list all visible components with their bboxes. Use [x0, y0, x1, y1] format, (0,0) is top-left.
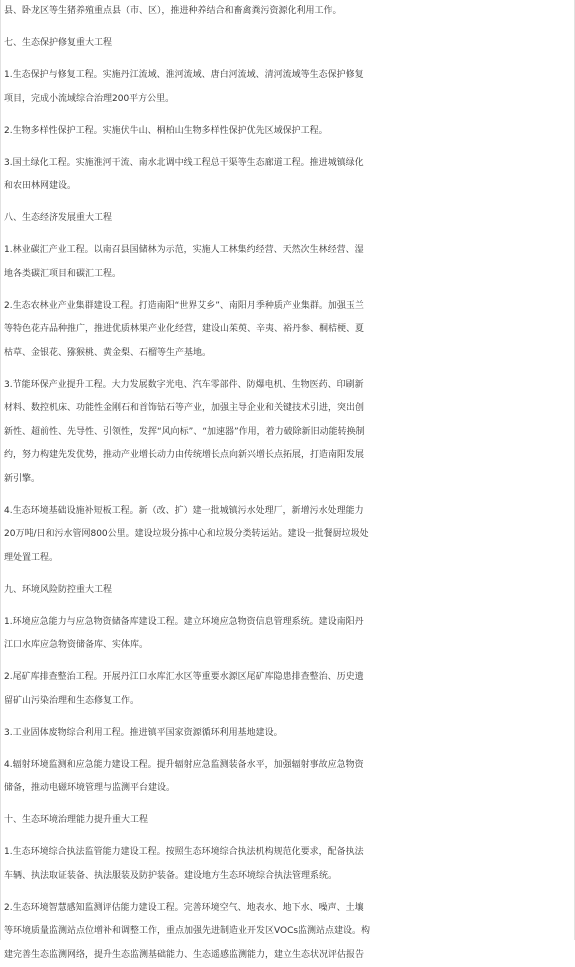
paragraph-gap [1, 143, 574, 152]
text-line: 等环境质量监测站点位增补和调整工作，重点加强先进制造业开发区VOCs监测站点建设。构 [1, 920, 574, 944]
text-line: 储备，推动电磁环境管理与监测平台建设。 [1, 777, 574, 801]
text-line: 1.生态环境综合执法监管能力建设工程。按照生态环境综合执法机构规范化要求，配备执法 [1, 841, 574, 865]
text-line: 1.林业碳汇产业工程。以南召县国储林为示范，实施人工林集约经营、天然次生林经营、湿 [1, 239, 574, 263]
text-line: 建完善生态监测网络，提升生态监测基础能力、生态遥感监测能力，建立生态状况评估报告 [1, 944, 574, 967]
text-line: 2.生态环境智慧感知监测评估能力建设工程。完善环境空气、地表水、地下水、噪声、土壤 [1, 897, 574, 921]
paragraph-gap [1, 801, 574, 810]
text-line: 3.国土绿化工程。实施淮河干流、南水北调中线工程总干渠等生态廊道工程。推进城镇绿化 [1, 152, 574, 176]
text-line: 江口水库应急物资储备库、实体库。 [1, 634, 574, 658]
text-line: 约，努力构建先发优势，推动产业增长动力由传统增长点向新兴增长点拓展，打造南阳发展 [1, 444, 574, 468]
text-line: 20万吨/日和污水管网800公里。建设垃圾分拣中心和垃圾分类转运站。建设一批餐厨垃圾处 [1, 523, 574, 547]
text-line: 2.尾矿库排查整治工程。开展丹江口水库汇水区等重要水源区尾矿库隐患排查整治、历史遗 [1, 666, 574, 690]
text-line: 材料、数控机床、功能性金刚石和首饰钻石等产业，加强主导企业和关键技术引进，突出创 [1, 397, 574, 421]
text-line: 3.工业固体废物综合利用工程。推进镇平国家资源循环利用基地建设。 [1, 722, 574, 746]
paragraph-gap [1, 602, 574, 611]
section-heading: 七、生态保护修复重大工程 [1, 32, 574, 56]
text-line: 4.生态环境基础设施补短板工程。新（改、扩）建一批城镇污水处理厂，新增污水处理能力 [1, 500, 574, 524]
text-line: 等特色花卉品种推广，推进优质林果产业化经营，建设山茱萸、辛夷、裕丹参、桐桔梗、夏 [1, 318, 574, 342]
text-line: 项目，完成小流域综合治理200平方公里。 [1, 88, 574, 112]
section-heading: 九、环境风险防控重大工程 [1, 579, 574, 603]
paragraph-gap [1, 570, 574, 579]
text-line: 4.辐射环境监测和应急能力建设工程。提升辐射应急监测装备水平，加强辐射事故应急物资 [1, 754, 574, 778]
text-line: 和农田林网建设。 [1, 175, 574, 199]
paragraph-gap [1, 365, 574, 374]
text-line: 2.生物多样性保护工程。实施伏牛山、桐柏山生物多样性保护优先区域保护工程。 [1, 120, 574, 144]
text-line: 理处置工程。 [1, 547, 574, 571]
paragraph-gap [1, 713, 574, 722]
paragraph-gap [1, 111, 574, 120]
text-line: 新引擎。 [1, 468, 574, 492]
text-line: 1.生态保护与修复工程。实施丹江流域、淮河流域、唐白河流域、清河流域等生态保护修复 [1, 64, 574, 88]
paragraph-gap [1, 199, 574, 208]
paragraph-gap [1, 888, 574, 897]
paragraph-gap [1, 491, 574, 500]
paragraph-gap [1, 658, 574, 667]
paragraph-gap [1, 286, 574, 295]
paragraph-gap [1, 833, 574, 842]
text-line: 枯草、金银花、猕猴桃、黄金梨、石榴等生产基地。 [1, 342, 574, 366]
text-line: 1.环境应急能力与应急物资储备库建设工程。建立环境应急物资信息管理系统。建设南阳丹 [1, 611, 574, 635]
text-line: 新性、超前性、先导性、引领性，发挥“风向标”、“加速器”作用，着力破除新旧动能转换制 [1, 421, 574, 445]
section-heading: 八、生态经济发展重大工程 [1, 207, 574, 231]
text-line: 3.节能环保产业提升工程。大力发展数字光电、汽车零部件、防爆电机、生物医药、印刷新 [1, 374, 574, 398]
text-line: 地各类碳汇项目和碳汇工程。 [1, 263, 574, 287]
text-line: 2.生态农林业产业集群建设工程。打造南阳“世界艾乡”、南阳月季种质产业集群。加强玉兰 [1, 295, 574, 319]
section-heading: 十、生态环境治理能力提升重大工程 [1, 809, 574, 833]
text-line: 留矿山污染治理和生态修复工作。 [1, 690, 574, 714]
paragraph-gap [1, 24, 574, 33]
paragraph-gap [1, 231, 574, 240]
text-line: 县、卧龙区等生猪养殖重点县（市、区），推进种养结合和畜禽粪污资源化利用工作。 [1, 0, 574, 24]
text-line: 车辆、执法取证装备、执法服装及防护装备。建设地方生态环境综合执法管理系统。 [1, 865, 574, 889]
paragraph-gap [1, 56, 574, 65]
paragraph-gap [1, 745, 574, 754]
